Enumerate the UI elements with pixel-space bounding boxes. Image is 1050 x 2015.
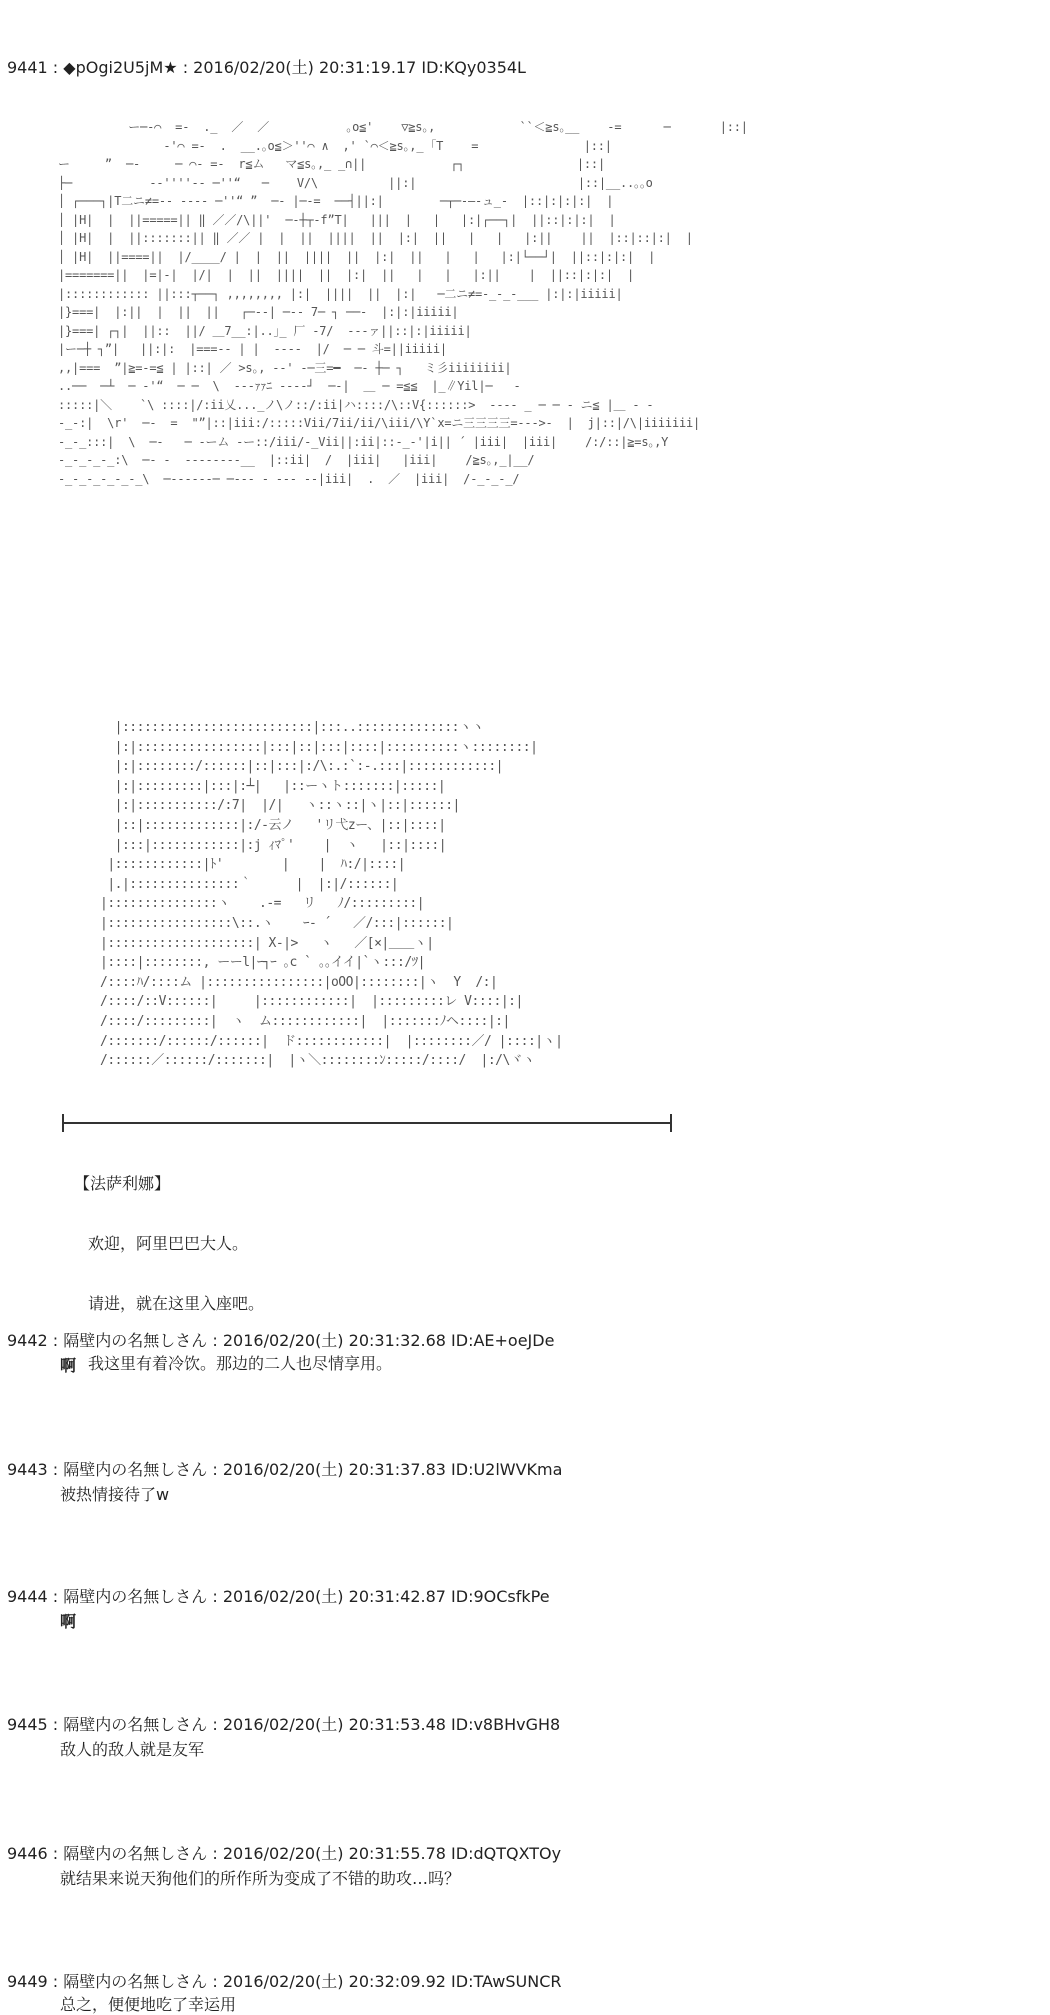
post-body-9443: 被热情接待了w [60, 1485, 170, 1504]
post-body-9446: 就结果来说天狗他们的所作所为变成了不错的助攻…吗？ [60, 1869, 461, 1888]
post-body-9445: 敌人的敌人就是友军 [60, 1740, 205, 1759]
post-body-9442: 啊 [60, 1356, 77, 1375]
dialogue-line: 我这里有着冷饮。那边的二人也尽情享用。 [88, 1354, 393, 1373]
speaker-name: 【法萨利娜】 [74, 1174, 171, 1193]
character-dialogue [74, 1134, 392, 1394]
post-header-9443: 9443 : 隔壁内の名無しさん : 2016/02/20(土) 20:31:37.83 ID:U2lWVKma [7, 1460, 563, 1479]
dialogue-line: 请进，就在这里入座吧。 [88, 1294, 265, 1313]
post-header-9445: 9445 : 隔壁内の名無しさん : 2016/02/20(土) 20:31:53.48 ID:v8BHvGH8 [7, 1715, 561, 1734]
divider-tick-right [670, 1114, 672, 1132]
post-body-9449: 总之，便便地吃了幸运用 [60, 1995, 237, 2014]
divider-line [62, 1122, 672, 1124]
post-header-9444: 9444 : 隔壁内の名無しさん : 2016/02/20(土) 20:31:42.87 ID:9OCsfkPe [7, 1587, 550, 1606]
divider-tick-left [62, 1114, 64, 1132]
dialogue-line: 欢迎，阿里巴巴大人。 [88, 1234, 249, 1253]
post-header-9441: 9441 : ◆pOgi2U5jM★ : 2016/02/20(土) 20:31:19.17 ID:KQy0354L [7, 58, 526, 77]
post-body-9444: 啊 [60, 1612, 77, 1631]
ascii-art-cityscape: ー─‐⌒ =- ._ ／ ／ ｡o≦' ▽≧s｡, ``＜≧s｡__ -= ─ |::| ‐'⌒ =- . __.｡o≦＞''⌒ ∧ ,' `⌒＜≧s｡,_ ｢T = |::| ー ” ─‐ ─ ⌒‐ =- r≦ム マ≦s｡,_ _∩|| ┌┐ |::| ├─ ‐‐''''‐‐ ─''“ ─ V/\ ||:| |::|__..｡｡o │ ┌───┐|T二ニ≠=-- ‐‐‐‐ ─''“ ” ─‐ |─‐= ──┤||:| ─┬─‐―-ュ_‐ |::|:|:|:| | │ |H| | ||=====|| ‖ ／／/\||' ─‐┼┬‐f”T| ||| | | |:|┌──┐| ||::|:|:| | │ |H| | ||:::::::|| ‖ ／／ | | || |||| || |:| || | | |:|| || |::|::|:| | │ |H| ||====|| |/____/ | | || |||| || |:| || | | |:|└──┘| ||::|:|:| | |=======|| |=|-| |/| | || |||| || |:| || | | |:|| | ||::|:|:| | |:::::::::::: ||:::┬──┐ ,,,,,,,, |:| |||| || |:| ─二ニ≠=-_-_-___ |:|:|iiiii| |}===| |:|| | || || ┌─‐‐| ─-‐ 7─ ┐ ──‐ |:|:|iiiii| |}===| ┌┐| ||:: ||/ ＿7__:|..｣_ 厂 ‐7/ ‐‐‐ァ||::|:|iiiii| |ー─┼ ┐”| ||:|: |===-- | | ‐‐‐‐ |/ ─ ─ 斗=||iiiii| ,,|=== ”|≧=-=≦ | |::| ／ >s｡, ‐-' ‐─三=━ ─‐ ┼─ ┐ ミ彡iiiiiiii| ..── ─┴ ─ ‐'“ ─ ─ \ ‐--ｧｧﾆ ‐‐‐‐┘ ─‐| ＿ ─ =≦≦ |_∥Yil|─ ‐ :::::|＼ `\ ::::|/:ii乂..._ノ\ノ::/:ii|ハ::::/\::V{::::::> ‐‐‐‐ _ ─ ─ ‐ ニ≦ |＿ ‐ ‐ -_-:| \r' ─‐ = "”|::|iii:/:::::Vii/7ii/ii/\iii/\Y`x=ニ三三三三=-‐->- | j|::|/\|iiiiiii| -_-_:::| \ ─‐ ─ ‐ーム ‐ー::/iii/-_Vii||:ii|::-_-'|i|| ´ |iii| |iii| /:/::|≧=s｡,Y -_-_-_-_:\ ─‐ - ‐‐‐‐‐‐--__ |::ii| / |iii| |iii| /≧s｡,_|__/ -_-_-_-_-_-_\ ─‐‐‐‐‐‐─ ─‐‐‐ ‐ ‐‐‐ ‐‐|iii| . ／ |iii| /-_-_-_/ [58, 120, 748, 486]
ascii-art-character: |::::::::::::::::::::::::::|:::..::::::::::::::ヽヽ |:|:::::::::::::::::|:::|::|:::|::::|::::::::::ヽ::::::::| |:|::::::::/::::::|::|:::|:/\:.:`:-.:::|::::::::::::| |:|:::::::::|:::|:┴| |::ーヽト:::::::|:::::| |:|:::::::::::/:7| |/| ヽ::ヽ::|ヽ|::|::::::| |::|:::::::::::::|:/-云ノ 'リ弋zー、|::|::::| |:::|::::::::::::|:j ｨﾏﾟ' | ヽ |::|::::| |::::::::::::|ﾄ' | | ﾊ:/|::::| |.|:::::::::::::::｀ | |:|/::::::| |:::::::::::::::ヽ .-= リ ﾉ/:::::::::| |:::::::::::::::::\::.ヽ ｰ‐ ´ ／/:::|::::::| |::::::::::::::::::::| X-|> ヽ ／[×|＿＿ヽ| |::::|::::::::, ーーl|ｰ┐ｰ ｡c ` ｡｡イイ|`ヽ:::/ﾂ| /::::ﾊ/::::ム |::::::::::::::::|oOO|::::::::|ヽ Y /:| /::::/::V::::::| |::::::::::::| |:::::::::レ V::::|:| /::::/:::::::::| ヽ ム::::::::::::| |:::::::ﾉヘ::::|:| /:::::::/::::::/::::::| ド::::::::::::| |::::::::／/ |::::|ヽ| /::::::／::::::/:::::::| |ヽ＼::::::::ﾝ:::::/::::/ |:/\ヾヽ [100, 720, 563, 1069]
post-header-9449: 9449 : 隔壁内の名無しさん : 2016/02/20(土) 20:32:09.92 ID:TAwSUNCR [7, 1972, 562, 1991]
post-header-9442: 9442 : 隔壁内の名無しさん : 2016/02/20(土) 20:31:32.68 ID:AE+oeJDe [7, 1331, 555, 1350]
post-header-9446: 9446 : 隔壁内の名無しさん : 2016/02/20(土) 20:31:55.78 ID:dQTQXTOy [7, 1844, 562, 1863]
